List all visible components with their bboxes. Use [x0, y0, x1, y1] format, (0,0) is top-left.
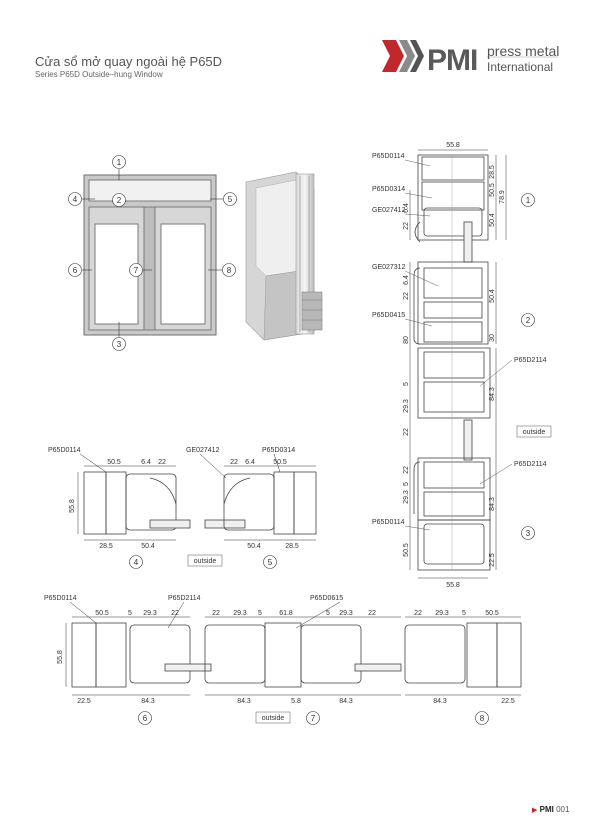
part-label: P65D2114 — [514, 461, 547, 468]
part-label: P65D0114 — [372, 519, 405, 526]
horizontal-section-4-5 — [84, 472, 316, 534]
dim-left: 29.3 — [403, 399, 410, 413]
dim-bottom: 84.3 — [141, 698, 155, 705]
part-label: P65D0615 — [310, 595, 344, 602]
dim-right: 84.3 — [489, 387, 496, 401]
dim-left: 6.4 — [403, 275, 410, 285]
dim-top: 29.3 — [435, 610, 449, 617]
label-5: 5 — [227, 195, 233, 204]
dim-top: 22 — [212, 610, 220, 617]
vertical-section-callouts — [522, 194, 535, 540]
dim-left: 6.4 — [403, 203, 410, 213]
dim-top: 50.5 — [273, 459, 287, 466]
footer-brand: PMI — [539, 805, 554, 814]
dim-bottom: 22.5 — [77, 698, 91, 705]
vertical-section-profile — [414, 155, 490, 570]
page-number: 001 — [556, 805, 570, 814]
dim-bottom: 84.3 — [433, 698, 447, 705]
label-1: 1 — [116, 158, 122, 167]
dim-bottom: 84.3 — [339, 698, 353, 705]
dim-left: 50.5 — [403, 543, 410, 557]
dim-bottom: 28.5 — [285, 543, 299, 550]
label-6: 6 — [72, 266, 78, 275]
dim-top: 29.3 — [339, 610, 353, 617]
dim-top: 6.4 — [141, 459, 151, 466]
dim-right: 22.5 — [489, 553, 496, 567]
dim-top: 22 — [158, 459, 166, 466]
corner-profile-render — [246, 172, 322, 340]
dim-top: 50.5 — [95, 610, 109, 617]
brand-name-line1: press metal — [487, 43, 560, 59]
part-label: P65D0114 — [372, 153, 405, 160]
callout-label: 3 — [525, 529, 531, 538]
dim-left: 55.8 — [57, 650, 64, 664]
callout-label: 7 — [310, 714, 316, 723]
dim-left: 22 — [403, 466, 410, 474]
dim-top: 61.8 — [279, 610, 293, 617]
dim-top: 29.3 — [143, 610, 157, 617]
dim-right: 50.5 — [489, 183, 496, 197]
horizontal-section-6-7-8 — [72, 623, 521, 687]
brand-name-line2: International — [487, 60, 554, 74]
dim-top: 5 — [128, 610, 132, 617]
logo-wordmark: PMI — [427, 44, 478, 77]
callout-label: 4 — [133, 558, 139, 567]
dim-left: 80 — [403, 336, 410, 344]
callout-label: 5 — [267, 558, 273, 567]
part-label: P65D0314 — [372, 186, 406, 193]
part-label: P65D2114 — [514, 357, 547, 364]
horizontal-section-6-7-8-part-labels — [44, 595, 343, 602]
dim-left: 29.3 — [403, 490, 410, 504]
dim-left: 22 — [403, 222, 410, 230]
triangle-icon: ▶ — [532, 807, 538, 814]
dim-top: 22 — [414, 610, 422, 617]
horizontal-section-4-5-dims — [78, 454, 316, 540]
dim-bottom: 5.8 — [291, 698, 301, 705]
dim-right: 30 — [489, 334, 496, 342]
outside-label: outside — [193, 558, 217, 565]
label-8: 8 — [226, 266, 232, 275]
part-label: GE027312 — [372, 264, 406, 271]
page-title: Cửa sổ mở quay ngoài hệ P65D — [35, 54, 223, 69]
part-label: GE027412 — [186, 447, 220, 454]
page-footer — [532, 805, 569, 814]
part-label: P65D0114 — [44, 595, 77, 602]
dim-left: 5 — [403, 482, 410, 486]
part-label: P65D0314 — [262, 447, 296, 454]
dim-right: 50.4 — [489, 213, 496, 227]
dim-top: 5 — [462, 610, 466, 617]
label-7: 7 — [133, 266, 139, 275]
dim-top: 6.4 — [245, 459, 255, 466]
dim-bottom: 84.3 — [237, 698, 251, 705]
outside-label: outside — [261, 715, 285, 722]
dim-left: 5 — [403, 382, 410, 386]
dim-top: 50.5 — [107, 459, 121, 466]
dim-top: 22 — [230, 459, 238, 466]
label-4: 4 — [72, 195, 78, 204]
horizontal-section-6-7-8-dims — [66, 602, 521, 695]
dim-left: 22 — [403, 428, 410, 436]
label-2: 2 — [116, 196, 122, 205]
dim-top: 50.5 — [485, 610, 499, 617]
dim-top: 55.8 — [446, 142, 460, 149]
callout-label: 1 — [525, 196, 531, 205]
horizontal-section-4-5-dim-text — [69, 459, 299, 550]
label-3: 3 — [116, 340, 122, 349]
dim-top: 22 — [368, 610, 376, 617]
dim-top: 5 — [326, 610, 330, 617]
dim-left: 22 — [403, 292, 410, 300]
dim-left: 55.8 — [69, 499, 76, 513]
page-subtitle: Series P65D Outside–hung Window — [35, 70, 163, 79]
dim-bottom: 50.4 — [247, 543, 261, 550]
window-elevation — [84, 175, 216, 335]
dim-bottom: 28.5 — [99, 543, 113, 550]
dim-top: 29.3 — [233, 610, 247, 617]
part-label: P65D2114 — [168, 595, 201, 602]
part-label: P65D0114 — [48, 447, 81, 454]
callout-label: 8 — [479, 714, 485, 723]
dim-top: 5 — [258, 610, 262, 617]
dim-bottom: 50.4 — [141, 543, 155, 550]
part-label: GE027412 — [372, 207, 406, 214]
part-label: P65D0415 — [372, 312, 406, 319]
callout-label: 6 — [142, 714, 148, 723]
dim-bottom: 22.5 — [501, 698, 515, 705]
dim-right: 50.4 — [489, 289, 496, 303]
dim-right: 84.3 — [489, 497, 496, 511]
dim-right: 28.5 — [489, 165, 496, 179]
outside-label: outside — [522, 429, 546, 436]
horizontal-section-4-5-part-labels — [48, 447, 295, 454]
dim-bottom: 55.8 — [446, 582, 460, 589]
dim-top: 22 — [171, 610, 179, 617]
callout-label: 2 — [525, 316, 531, 325]
dim-right: 78.9 — [499, 190, 506, 204]
